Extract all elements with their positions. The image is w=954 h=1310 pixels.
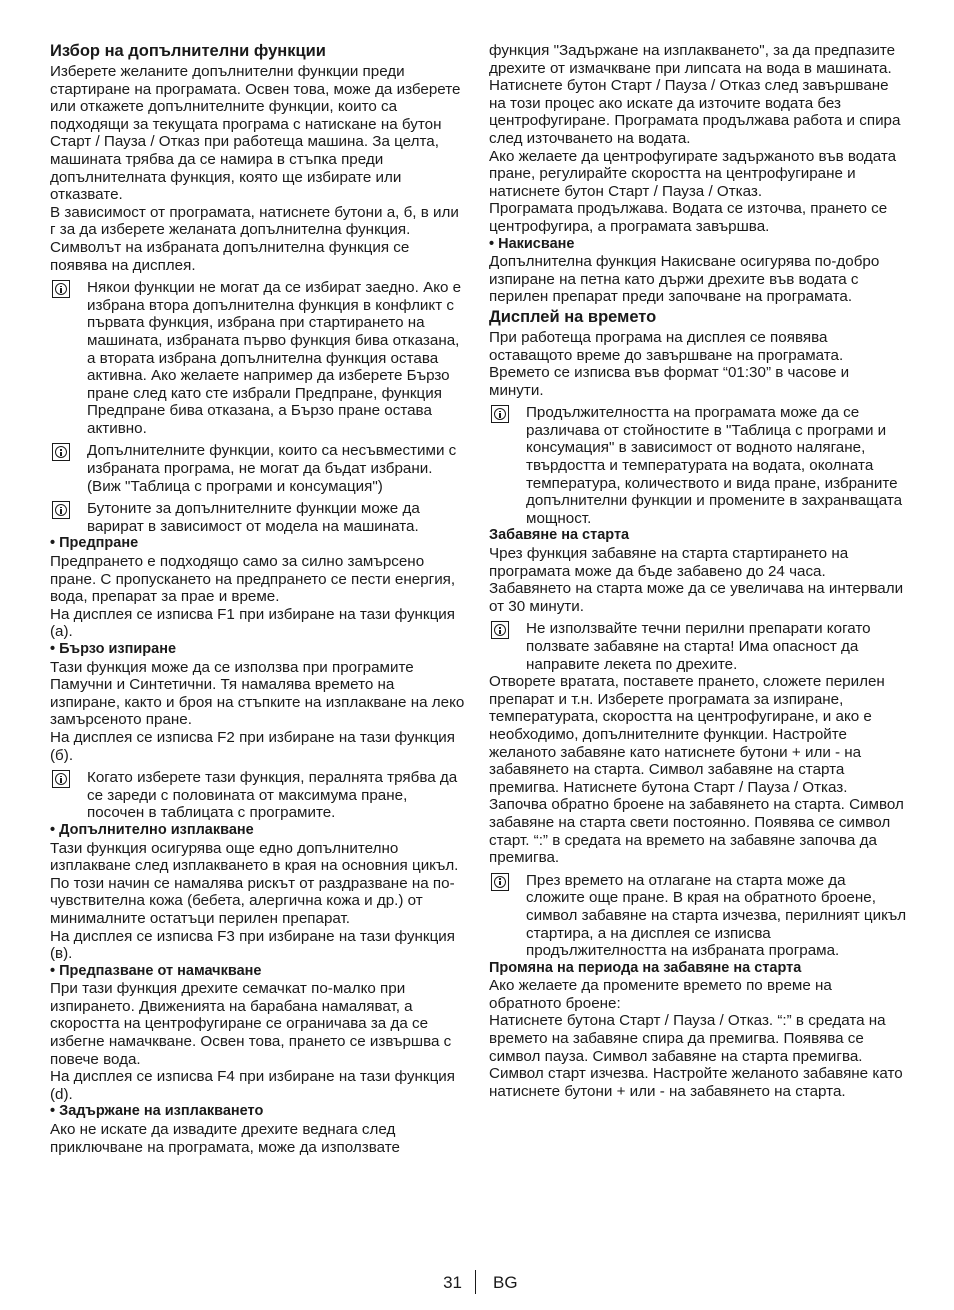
paragraph: Тази функция осигурява още едно допълнително изплакване след изплакването в края на основния цикъл. По този начин се намалява рискът от раздразване на по-чувствителна кожа (бебета, алергична кожа и др.) от минималните остатъци перилен препарат.	[50, 839, 459, 927]
info-note	[489, 620, 907, 673]
paragraph: Натиснете бутона Старт / Пауза / Отказ. “:” в средата на времето на забавяне спира да премигва. Появява се символ пауза. Символ забавяне на старта премигва. Символ старт изчезва. Настройте желаното забавяне като натиснете бутони + или - на забавянето на старта.	[489, 1012, 903, 1100]
bullet-heading-rinse-hold: • Задържане на изплакването	[50, 1103, 264, 1120]
paragraph: На дисплея се изписва F4 при избиране на тази функция (d).	[50, 1068, 455, 1103]
paragraph: В зависимост от програмата, натиснете бутони а, б, в или г за да изберете желаната допълнителна функция. Символът на избраната допълнителна функция се появява на дисплея.	[50, 203, 459, 274]
bullet-heading-extra-rinse: • Допълнително изплакване	[50, 821, 254, 838]
note-text: Допълнителните функции, които са несъвместими с избраната програма, не могат да бъдат избрани. (Виж "Таблица с програми и консумация")	[87, 442, 457, 495]
info-note	[50, 442, 468, 495]
info-note	[50, 500, 468, 535]
paragraph: Тази функция може да се използва при програмите Памучни и Синтетични. Тя намалява времето на изпиране, както и броя на стъпките на изплакване на леко замърсеното пране.	[50, 658, 465, 729]
info-icon	[491, 621, 509, 639]
info-note	[489, 404, 907, 527]
paragraph: Чрез функция забавяне на старта стартирането на програмата може да бъде забавено до 24 часа. Забавянето на старта може да се увеличава на интервали от 30 минути.	[489, 545, 904, 615]
note-text: Продължителността на програмата може да се различава от стойностите в "Таблица с програми и консумация" в зависимост от водното налягане, твърдостта и температурата на водата, околната температура, количеството и вида пране, избраните допълнителни функции и промените в захранващата мощност.	[526, 404, 903, 527]
info-icon	[52, 501, 70, 519]
left-column	[50, 42, 468, 1156]
section-heading-time-display: Дисплей на времето	[489, 307, 657, 326]
paragraph: Предпрането е подходящо само за силно замърсено пране. С пропускането на предпрането се пести енергия, вода, препарат за прае и време.	[50, 553, 456, 606]
paragraph: На дисплея се изписва F2 при избиране на тази функция (б).	[50, 728, 455, 764]
info-note	[50, 769, 468, 822]
note-text: Някои функции не могат да се избират заедно. Ако е избрана втора допълнителна функция в конфликт с първата функция, избрана при стартирането на машината, избраната първо функция бива отказана, а втората избрана допълнителна функция остава активна. Ако желаете например да изберете Бързо пране след като сте избрали Предпране, функция Предпране бива отказана, а Бързо пране остава активно.	[87, 279, 462, 437]
note-text: Бутоните за допълнителните функции може да варират в зависимост от модела на машината.	[87, 500, 420, 535]
right-column	[489, 42, 907, 1100]
info-note	[50, 279, 468, 437]
paragraph: Изберете желаните допълнителни функции преди стартиране на програмата. Освен това, може да изберете или откажете допълнителните функции, които са подходящи за текущата програма с натискане на бутон Старт / Пауза / Отказ при работеща машина. За целта, машината трябва да се намира в стъпка преди допълнителната функция, която ще избирате или отказвате.	[50, 63, 461, 204]
page-footer	[0, 1270, 954, 1300]
info-icon	[52, 280, 70, 298]
bullet-heading-soak: • Накисване	[489, 235, 575, 252]
section-heading-extra-functions: Избор на допълнителни функции	[50, 42, 326, 60]
paragraph: На дисплея се изписва F3 при избиране на тази функция (в).	[50, 927, 455, 963]
footer-divider	[475, 1270, 476, 1294]
paragraph: Програмата продължава. Водата се източва, прането се центрофугира, а програмата завършва.	[489, 200, 888, 235]
paragraph: Ако не искате да извадите дрехите веднага след приключване на програмата, може да използвате	[50, 1121, 400, 1156]
paragraph: Допълнителна функция Накисване осигурява по-добро изпиране на петна като държи дрехите във водата с перилен препарат преди започване на програмата.	[489, 253, 880, 306]
paragraph: Ако желаете да центрофугирате задържаното във водата пране, регулирайте скоростта на центрофугиране и натиснете бутон Старт / Пауза / Отказ.	[489, 147, 897, 200]
info-icon	[52, 770, 70, 788]
subheading-delay-start: Забавяне на старта	[489, 527, 630, 544]
paragraph: функция "Задържане на изплакването", за да предпазите дрехите от измачкване при липсата на вода в машината. Натиснете бутон Старт / Пауза / Отказ след завършване на този процес ако искате да източите водата без центрофугиране. Програмата продължава работа и спира след източването на водата.	[489, 42, 901, 147]
page-number: 31	[443, 1273, 462, 1292]
bullet-heading-quick-wash: • Бързо изпиране	[50, 641, 177, 657]
bullet-heading-prewash: • Предпране	[50, 535, 139, 552]
language-code: BG	[493, 1273, 518, 1292]
info-icon	[491, 405, 509, 423]
info-icon	[52, 443, 70, 461]
paragraph: Отворете вратата, поставете прането, сложете перилен препарат и т.н. Изберете програмата за изпиране, температурата, скоростта на центрофугиране, и ако е необходимо, допълнителните функции. Настройте желаното забавяне като натиснете бутони + или - на забавянето на старта. Символ забавяне на старта премигва. Натиснете бутона Старт / Пауза / Отказ. Започва обратно броене на забавянето на старта. Символ забавяне на старта свети постоянно. Появява се символ старт. “:” в средата на времето на забавяне започва да премигва.	[489, 673, 904, 867]
subheading-change-delay: Промяна на периода на забавяне на старта	[489, 959, 802, 976]
paragraph: На дисплея се изписва F1 при избиране на тази функция (a).	[50, 605, 455, 641]
paragraph: Ако желаете да промените времето по време на обратното броене:	[489, 977, 832, 1012]
note-text: Не използвайте течни перилни препарати когато ползвате забавяне на старта! Има опасност да направите лекета по дрехите.	[526, 620, 871, 673]
info-icon	[491, 873, 509, 891]
paragraph: При тази функция дрехите семачкат по-малко при изпирането. Движенията на барабана намаляват, а скоростта на центрофугиране се ограничава за да се избегне намачкване. Освен това, прането се извършва с повече вода.	[50, 980, 452, 1068]
note-text: Когато изберете тази функция, пералнята трябва да се зареди с половината от максимума пране, посочен в таблицата с програмите.	[87, 769, 458, 822]
note-text: През времето на отлагане на старта може да сложите още пране. В края на обратното броене, символ забавяне на старта изчезва, перилният цикъл стартира, а на дисплея се изписва продължителността на избраната програма.	[526, 871, 907, 960]
info-note	[489, 872, 907, 960]
bullet-heading-anti-crease: • Предпазване от намачкване	[50, 962, 262, 979]
paragraph: При работеща програма на дисплея се появява оставащото време до завършване на програмата. Времето се изписва във формат “01:30” в часове и минути.	[489, 328, 850, 399]
